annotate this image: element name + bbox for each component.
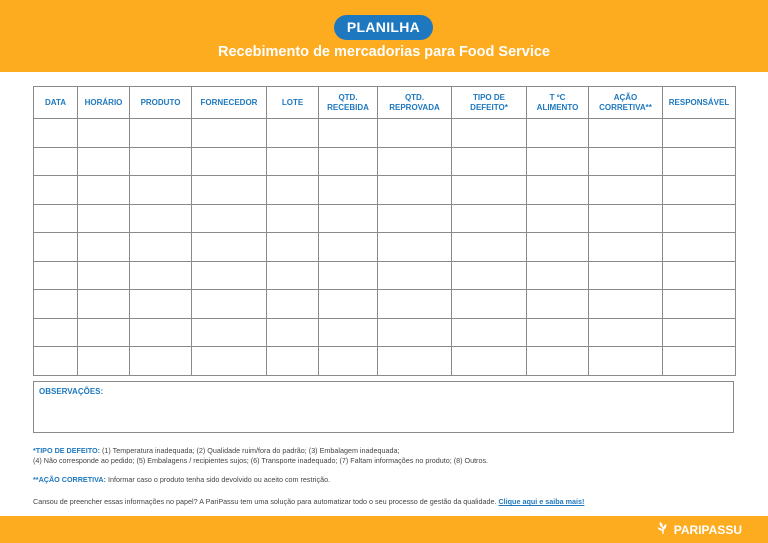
planilha-badge: PLANILHA: [334, 15, 433, 40]
table-cell[interactable]: [527, 176, 589, 205]
table-cell[interactable]: [34, 290, 78, 319]
table-cell[interactable]: [378, 119, 452, 148]
table-cell[interactable]: [78, 233, 130, 262]
table-cell[interactable]: [78, 176, 130, 205]
header-banner: [0, 0, 768, 72]
table-cell[interactable]: [319, 176, 378, 205]
table-cell[interactable]: [527, 233, 589, 262]
leaf-logo-icon: [656, 521, 670, 538]
table-cell[interactable]: [192, 147, 267, 176]
table-cell[interactable]: [319, 290, 378, 319]
table-row: [34, 347, 736, 376]
observacoes-box[interactable]: [33, 381, 734, 433]
table-cell[interactable]: [378, 290, 452, 319]
table-cell[interactable]: [267, 261, 319, 290]
table-cell[interactable]: [267, 318, 319, 347]
paripassu-logo[interactable]: [656, 521, 742, 538]
table-cell[interactable]: [192, 261, 267, 290]
table-cell[interactable]: [34, 176, 78, 205]
col-header-qtd-recebida: QTD. RECEBIDA: [319, 87, 378, 119]
acao-legend: [33, 475, 733, 485]
table-cell[interactable]: [130, 318, 192, 347]
table-cell[interactable]: [78, 119, 130, 148]
table-cell[interactable]: [527, 290, 589, 319]
brand-name: PARIPASSU: [673, 522, 742, 537]
table-row: [34, 176, 736, 205]
table-cell[interactable]: [34, 119, 78, 148]
table-cell[interactable]: [378, 261, 452, 290]
table-cell[interactable]: [527, 347, 589, 376]
table-cell[interactable]: [192, 290, 267, 319]
table-cell[interactable]: [319, 119, 378, 148]
observacoes-label: OBSERVAÇÕES:: [39, 387, 104, 396]
table-cell[interactable]: [589, 290, 663, 319]
table-cell[interactable]: [192, 233, 267, 262]
promo-sentence: Cansou de preencher essas informações no papel? A PariPassu tem uma solução para automatizar todo o seu processo de gestão da qualidade.: [33, 497, 499, 506]
table-cell[interactable]: [527, 318, 589, 347]
table-cell[interactable]: [452, 290, 527, 319]
table-cell[interactable]: [378, 318, 452, 347]
defeito-legend-label: *TIPO DE DEFEITO:: [33, 446, 100, 455]
table-cell[interactable]: [452, 147, 527, 176]
table-cell[interactable]: [452, 176, 527, 205]
table-cell[interactable]: [34, 318, 78, 347]
table-cell[interactable]: [589, 261, 663, 290]
col-header-qtd-reprovada: QTD. REPROVADA: [378, 87, 452, 119]
table-cell[interactable]: [663, 119, 736, 148]
table-cell[interactable]: [267, 347, 319, 376]
table-cell[interactable]: [452, 318, 527, 347]
table-cell[interactable]: [267, 290, 319, 319]
table-cell[interactable]: [663, 261, 736, 290]
col-header-horario: HORÁRIO: [78, 87, 130, 119]
table-cell[interactable]: [130, 290, 192, 319]
table-cell[interactable]: [589, 347, 663, 376]
table-cell[interactable]: [267, 147, 319, 176]
table-row: [34, 119, 736, 148]
table-cell[interactable]: [192, 318, 267, 347]
page-title: Recebimento de mercadorias para Food Service: [217, 44, 550, 60]
table-cell[interactable]: [130, 233, 192, 262]
table-cell[interactable]: [378, 233, 452, 262]
table-cell[interactable]: [78, 347, 130, 376]
table-cell[interactable]: [130, 176, 192, 205]
learn-more-link[interactable]: Clique aqui e saiba mais!: [498, 497, 585, 506]
table-cell[interactable]: [78, 204, 130, 233]
table-cell[interactable]: [663, 176, 736, 205]
table-cell[interactable]: [34, 204, 78, 233]
table-row: [34, 318, 736, 347]
footer-bar: [0, 516, 768, 543]
table-cell[interactable]: [378, 176, 452, 205]
col-header-acao-corretiva: AÇÃO CORRETIVA**: [589, 87, 663, 119]
table-cell[interactable]: [589, 176, 663, 205]
table-cell[interactable]: [78, 318, 130, 347]
table-cell[interactable]: [589, 147, 663, 176]
table-cell[interactable]: [527, 147, 589, 176]
table-cell[interactable]: [663, 290, 736, 319]
col-header-lote: LOTE: [267, 87, 319, 119]
table-cell[interactable]: [34, 147, 78, 176]
table-cell[interactable]: [130, 204, 192, 233]
header-row: [34, 87, 736, 119]
table-cell[interactable]: [452, 347, 527, 376]
col-header-temperatura: T ºC ALIMENTO: [527, 87, 589, 119]
table-row: [34, 233, 736, 262]
table-cell[interactable]: [267, 233, 319, 262]
table-cell[interactable]: [378, 147, 452, 176]
table-cell[interactable]: [130, 347, 192, 376]
table-cell[interactable]: [78, 147, 130, 176]
table-cell[interactable]: [663, 147, 736, 176]
col-header-fornecedor: FORNECEDOR: [192, 87, 267, 119]
table-cell[interactable]: [319, 318, 378, 347]
table-cell[interactable]: [130, 119, 192, 148]
table-row: [34, 204, 736, 233]
table-cell[interactable]: [527, 119, 589, 148]
table-cell[interactable]: [378, 347, 452, 376]
defeito-legend: [33, 446, 733, 465]
table-cell[interactable]: [267, 119, 319, 148]
table-cell[interactable]: [589, 119, 663, 148]
table-cell[interactable]: [452, 261, 527, 290]
table-cell[interactable]: [130, 261, 192, 290]
table-body: [34, 119, 736, 376]
table-cell[interactable]: [319, 261, 378, 290]
table-cell[interactable]: [34, 233, 78, 262]
table-cell[interactable]: [452, 119, 527, 148]
table-row: [34, 261, 736, 290]
table-cell[interactable]: [319, 147, 378, 176]
table-cell[interactable]: [192, 347, 267, 376]
table-cell[interactable]: [589, 233, 663, 262]
table-cell[interactable]: [452, 233, 527, 262]
table-cell[interactable]: [663, 318, 736, 347]
table-row: [34, 147, 736, 176]
table-cell[interactable]: [34, 261, 78, 290]
table-cell[interactable]: [78, 290, 130, 319]
table-cell[interactable]: [663, 233, 736, 262]
table-cell[interactable]: [267, 176, 319, 205]
table-cell[interactable]: [663, 204, 736, 233]
defeito-legend-line1: (1) Temperatura inadequada; (2) Qualidade ruim/fora do padrão; (3) Embalagem inadequada;: [99, 446, 400, 455]
table-cell[interactable]: [663, 347, 736, 376]
table-cell[interactable]: [192, 176, 267, 205]
table-cell[interactable]: [589, 204, 663, 233]
col-header-data: DATA: [34, 87, 78, 119]
table-cell[interactable]: [319, 204, 378, 233]
table-row: [34, 290, 736, 319]
table-cell[interactable]: [452, 204, 527, 233]
receiving-table: [33, 86, 736, 376]
col-header-responsavel: RESPONSÁVEL: [663, 87, 736, 119]
table-cell[interactable]: [589, 318, 663, 347]
table-cell[interactable]: [34, 347, 78, 376]
table-cell[interactable]: [527, 261, 589, 290]
promo-text: [33, 497, 733, 507]
defeito-legend-line2: (4) Não corresponde ao pedido; (5) Embalagens / recipientes sujos; (6) Transporte inadequado; (7) Faltam informações no produto; (8) Outros.: [33, 455, 489, 465]
table-cell[interactable]: [192, 204, 267, 233]
acao-legend-label: **AÇÃO CORRETIVA:: [33, 475, 106, 484]
table-cell[interactable]: [130, 147, 192, 176]
acao-legend-text: Informar caso o produto tenha sido devolvido ou aceito com restrição.: [105, 475, 331, 484]
table-cell[interactable]: [78, 261, 130, 290]
table-cell[interactable]: [378, 204, 452, 233]
table-cell[interactable]: [267, 204, 319, 233]
table-cell[interactable]: [527, 204, 589, 233]
col-header-tipo-defeito: TIPO DE DEFEITO*: [452, 87, 527, 119]
table-cell[interactable]: [192, 119, 267, 148]
col-header-produto: PRODUTO: [130, 87, 192, 119]
table-cell[interactable]: [319, 347, 378, 376]
table-cell[interactable]: [319, 233, 378, 262]
